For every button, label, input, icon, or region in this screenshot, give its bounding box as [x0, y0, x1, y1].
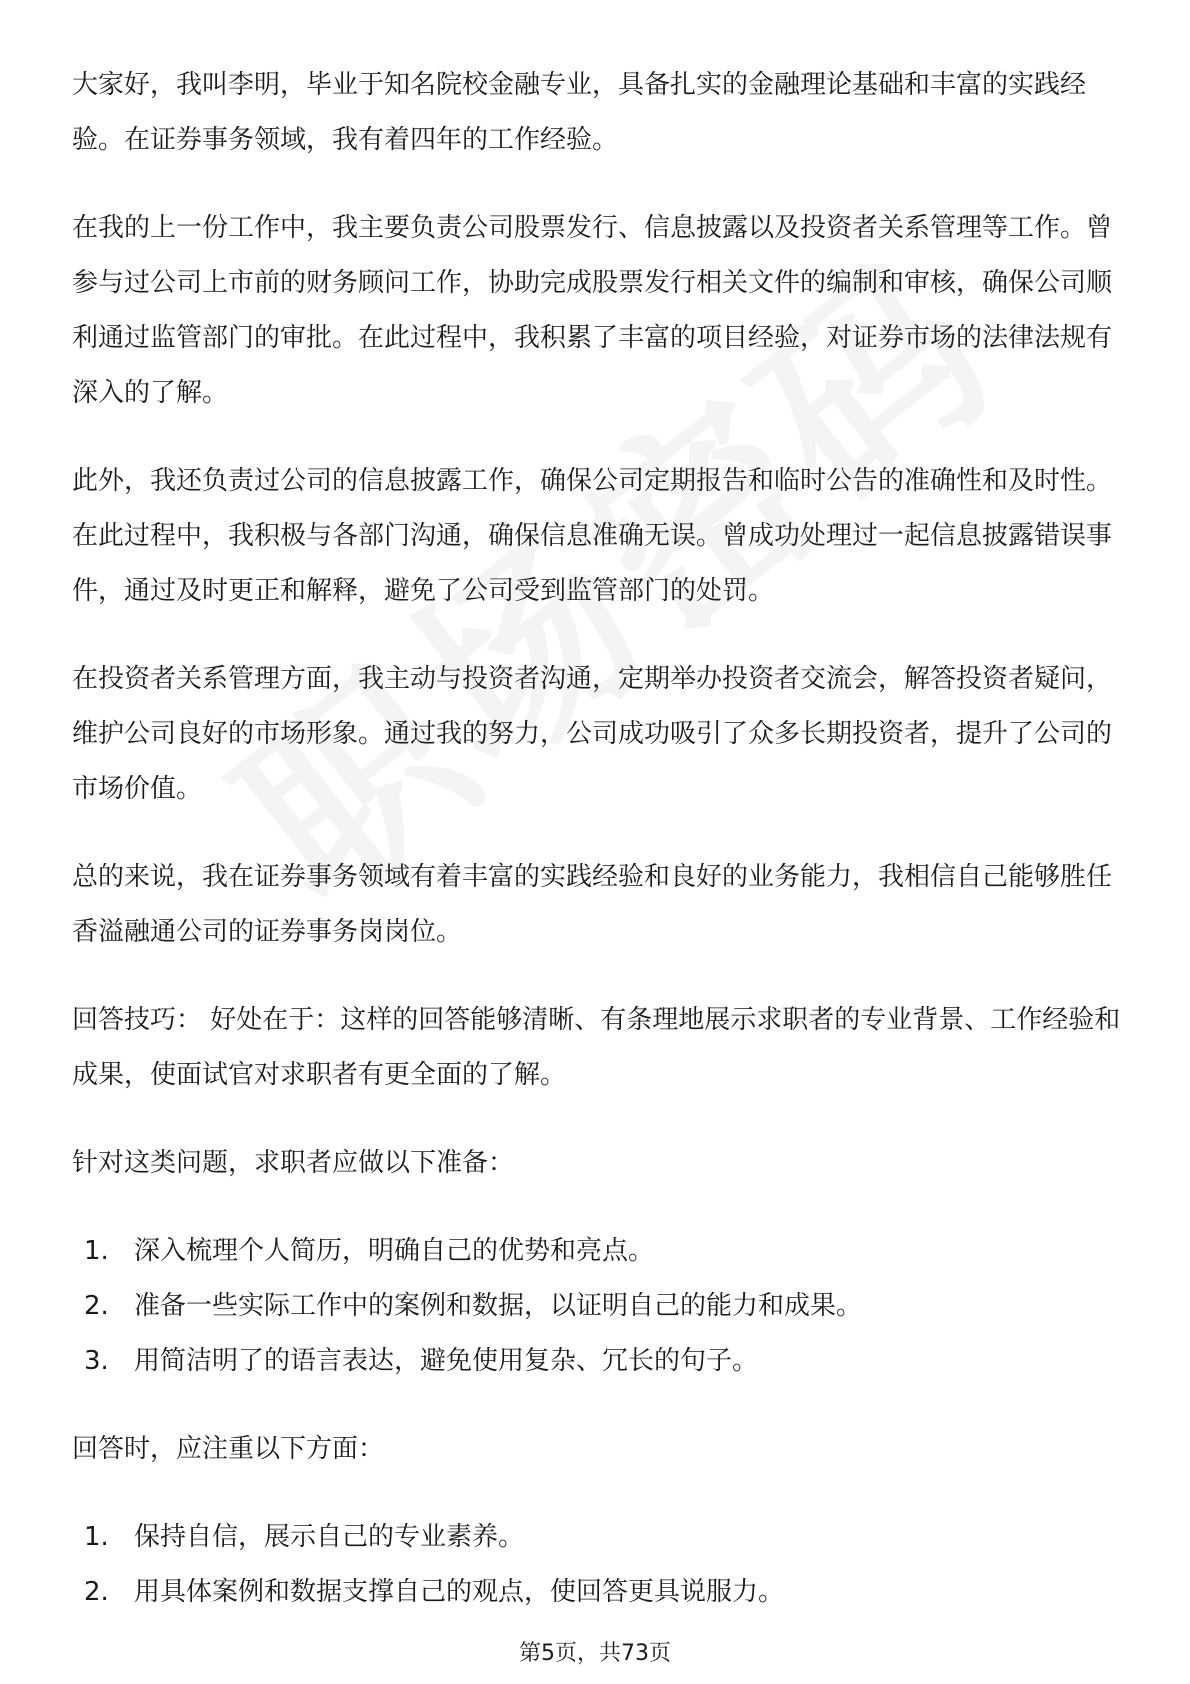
list-item-text: 保持自信，展示自己的专业素养。 [134, 1522, 525, 1552]
list-number: 2. [84, 1291, 109, 1321]
list-item-text: 深入梳理个人简历，明确自己的优势和亮点。 [134, 1236, 655, 1266]
paragraph-previous-job: 在我的上一份工作中，我主要负责公司股票发行、信息披露以及投资者关系管理等工作。曾参与过公司上市前的财务顾问工作，协助完成股票发行相关文件的编制和审核，确保公司顺利通过监管部门的审批。在此过程中，我积累了丰富的项目经验，对证券市场的法律法规有深入的了解。 [72, 213, 1113, 408]
paragraph-focus-intro: 回答时，应注重以下方面： [72, 1434, 385, 1464]
paragraph-answer-tips: 回答技巧： 好处在于：这样的回答能够清晰、有条理地展示求职者的专业背景、工作经验和成果，使面试官对求职者有更全面的了解。 [72, 1005, 1121, 1090]
paragraph-summary: 总的来说，我在证券事务领域有着丰富的实践经验和良好的业务能力，我相信自己能够胜任香溢融通公司的证券事务岗岗位。 [72, 862, 1113, 947]
list-item [84, 1565, 1122, 1620]
list-item [84, 1224, 1122, 1279]
paragraph-disclosure: 此外，我还负责过公司的信息披露工作，确保公司定期报告和临时公告的准确性和及时性。在此过程中，我积极与各部门沟通，确保信息准确无误。曾成功处理过一起信息披露错误事件，通过及时更正和解释，避免了公司受到监管部门的处罚。 [72, 466, 1113, 606]
list-number: 1. [84, 1522, 109, 1552]
list-item-text: 准备一些实际工作中的案例和数据，以证明自己的能力和成果。 [134, 1291, 863, 1321]
document-body [72, 58, 1122, 1653]
list-number: 1. [84, 1236, 109, 1266]
list-item [84, 1279, 1122, 1334]
paragraph-intro: 大家好，我叫李明，毕业于知名院校金融专业，具备扎实的金融理论基础和丰富的实践经验。在证券事务领域，我有着四年的工作经验。 [72, 70, 1087, 155]
list-item [84, 1510, 1122, 1565]
list-item-text: 用具体案例和数据支撑自己的观点，使回答更具说服力。 [134, 1577, 785, 1607]
list-item-text: 用简洁明了的语言表达，避免使用复杂、冗长的句子。 [134, 1346, 759, 1376]
list-number: 3. [84, 1346, 109, 1376]
list-item [84, 1334, 1122, 1389]
paragraph-prep-intro: 针对这类问题，求职者应做以下准备： [72, 1148, 515, 1178]
page-footer: 第5页，共73页 [519, 1641, 671, 1666]
paragraph-investor-relations: 在投资者关系管理方面，我主动与投资者沟通，定期举办投资者交流会，解答投资者疑问，维护公司良好的市场形象。通过我的努力，公司成功吸引了众多长期投资者，提升了公司的市场价值。 [72, 664, 1113, 804]
prep-list [72, 1224, 1122, 1389]
list-number: 2. [84, 1577, 109, 1607]
focus-list [72, 1510, 1122, 1620]
